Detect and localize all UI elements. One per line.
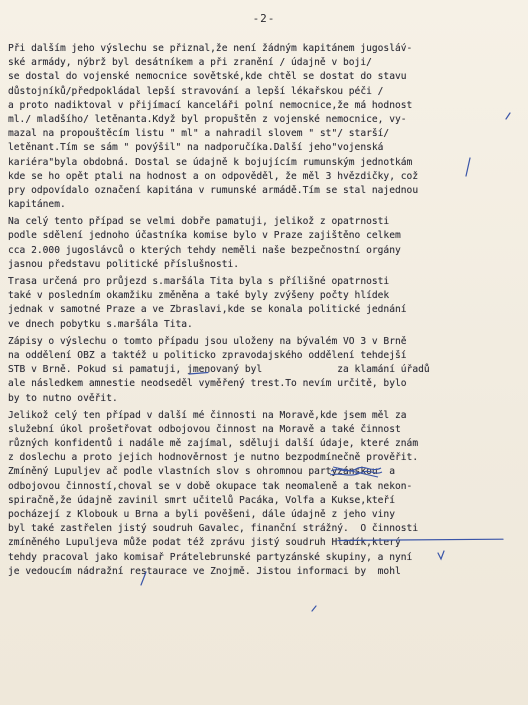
text-line: a proto nadiktoval v přijímací kanceláři polní nemocnice,že má hodnost xyxy=(8,99,413,111)
text-line: Zápisy o výslechu o tomto případu jsou uloženy na bývalém VO 3 v Brně xyxy=(8,335,407,347)
text-line: jednak v samotné Praze a ve Zbraslavi,kde se konala politické jednání xyxy=(8,304,407,316)
text-line: na oddělení OBZ a taktéž u politicko zpravodajského oddělení tehdejší xyxy=(8,349,407,361)
text-line: kapitánem. xyxy=(8,199,66,211)
text-line: Trasa určená pro průjezd s.maršála Tita byla s přílišné opatrnosti xyxy=(8,276,390,287)
text-line: také v posledním okamžiku změněna a také byly zvýšeny počty hlídek xyxy=(8,290,390,302)
text-line: ve dnech pobytku s.maršála Tita. xyxy=(8,318,193,330)
text-line: cca 2.000 jugoslávců o kterých tehdy neměli naše bezpečnostní orgány xyxy=(8,244,401,256)
document-body xyxy=(8,42,520,579)
text-line: by to nutno ověřit. xyxy=(8,392,118,404)
text-line: mazal na propouštěcím listu " ml" a nahradil slovem " st"/ starší/ xyxy=(8,128,390,140)
text-line: tehdy pracoval jako komisař Prátelebrunské partyzánské skupiny, a nyní xyxy=(8,551,413,563)
text-line: Na celý tento případ se velmi dobře pamatuji, jelikož z opatrnosti xyxy=(8,216,390,228)
text-line: jasnou představu politické příslušnosti. xyxy=(8,258,240,270)
text-line: je vedoucím nádražní restaurace ve Znojmě. Jistou informaci by mohl xyxy=(8,565,401,577)
page-number: -2- xyxy=(252,12,276,25)
text-line: pocházejí z Klobouk u Brna a byli pověšeni, dále údajně z jeho viny xyxy=(8,509,395,520)
text-line: pry odpovídalo označení kapitána v rumunské armádě.Tím se stal najednou xyxy=(8,184,419,196)
text-line: různých konfidentů i nadále mě zajímal, sděluji další údaje, které znám xyxy=(8,438,419,450)
text-line: spiračně,že údajně zavinil smrt učitelů Pacáka, Volfa a Kukse,kteří xyxy=(8,494,395,506)
text-line: ml./ mladšího/ letěnanta.Když byl propuštěn z vojenské nemocnice, vy- xyxy=(8,113,407,125)
text-line: Jelikož celý ten případ v další mé činnosti na Moravě,kde jsem měl za xyxy=(8,409,407,421)
text-line: Při dalším jeho výslechu se přiznal,že není žádným kapitánem jugoslá́v- xyxy=(8,43,413,54)
text-line: kde se ho opět ptali na hodnost a on odpověděl, že měl 3 hvězdičky, což xyxy=(8,170,419,182)
text-line: byl také zastřelen jistý soudruh Gavalec, finanční strážný. O činnosti xyxy=(8,523,419,535)
text-line: se dostal do vojenské nemocnice sovětské,kde chtěl se dostat do stavu xyxy=(8,71,407,83)
text-line: zmíněného Lupuljeva může podat též zprávu jistý soudruh Hladík,který xyxy=(8,537,401,549)
text-line: letěnant.Tím se sám " povýšil" na nadporučíka.Další jeho"vojenská xyxy=(8,142,384,154)
text-line: služební úkol prošetřovat odbojovou činnost na Moravě a také činnost xyxy=(8,423,401,435)
text-line: důstojníků/předpokládal lepší stravování a lepší lékařskou péči / xyxy=(8,85,384,97)
text-line: podle sdělení jednoho účastníka komise bylo v Praze zajištěno celkem xyxy=(8,230,401,242)
text-line: ské armády, nýbrž byl desátníkem a při zranění / údajně v boji/ xyxy=(8,57,372,69)
text-line: ale následkem amnestie neodseděl vyměřený trest.To nevím určitě, bylo xyxy=(8,378,407,390)
text-line: odbojovou činností,choval se v době okupace tak neomaleně a tak nekon- xyxy=(8,480,413,492)
text-line: STB v Brně. Pokud si pamatuji, jmenovaný byl za klamání úřadů xyxy=(8,364,430,376)
text-line: Zmíněný Lupuljev ač podle vlastních slov s ohromnou partyzánskou a xyxy=(8,466,395,478)
text-line: kariéra"byla obdobná. Dostal se údajně k bojujícím rumunským jednotkám xyxy=(8,156,413,168)
text-line: z doslechu a proto jejich hodnověrnost je nutno bezpodmínečně prověřit. xyxy=(8,452,419,464)
